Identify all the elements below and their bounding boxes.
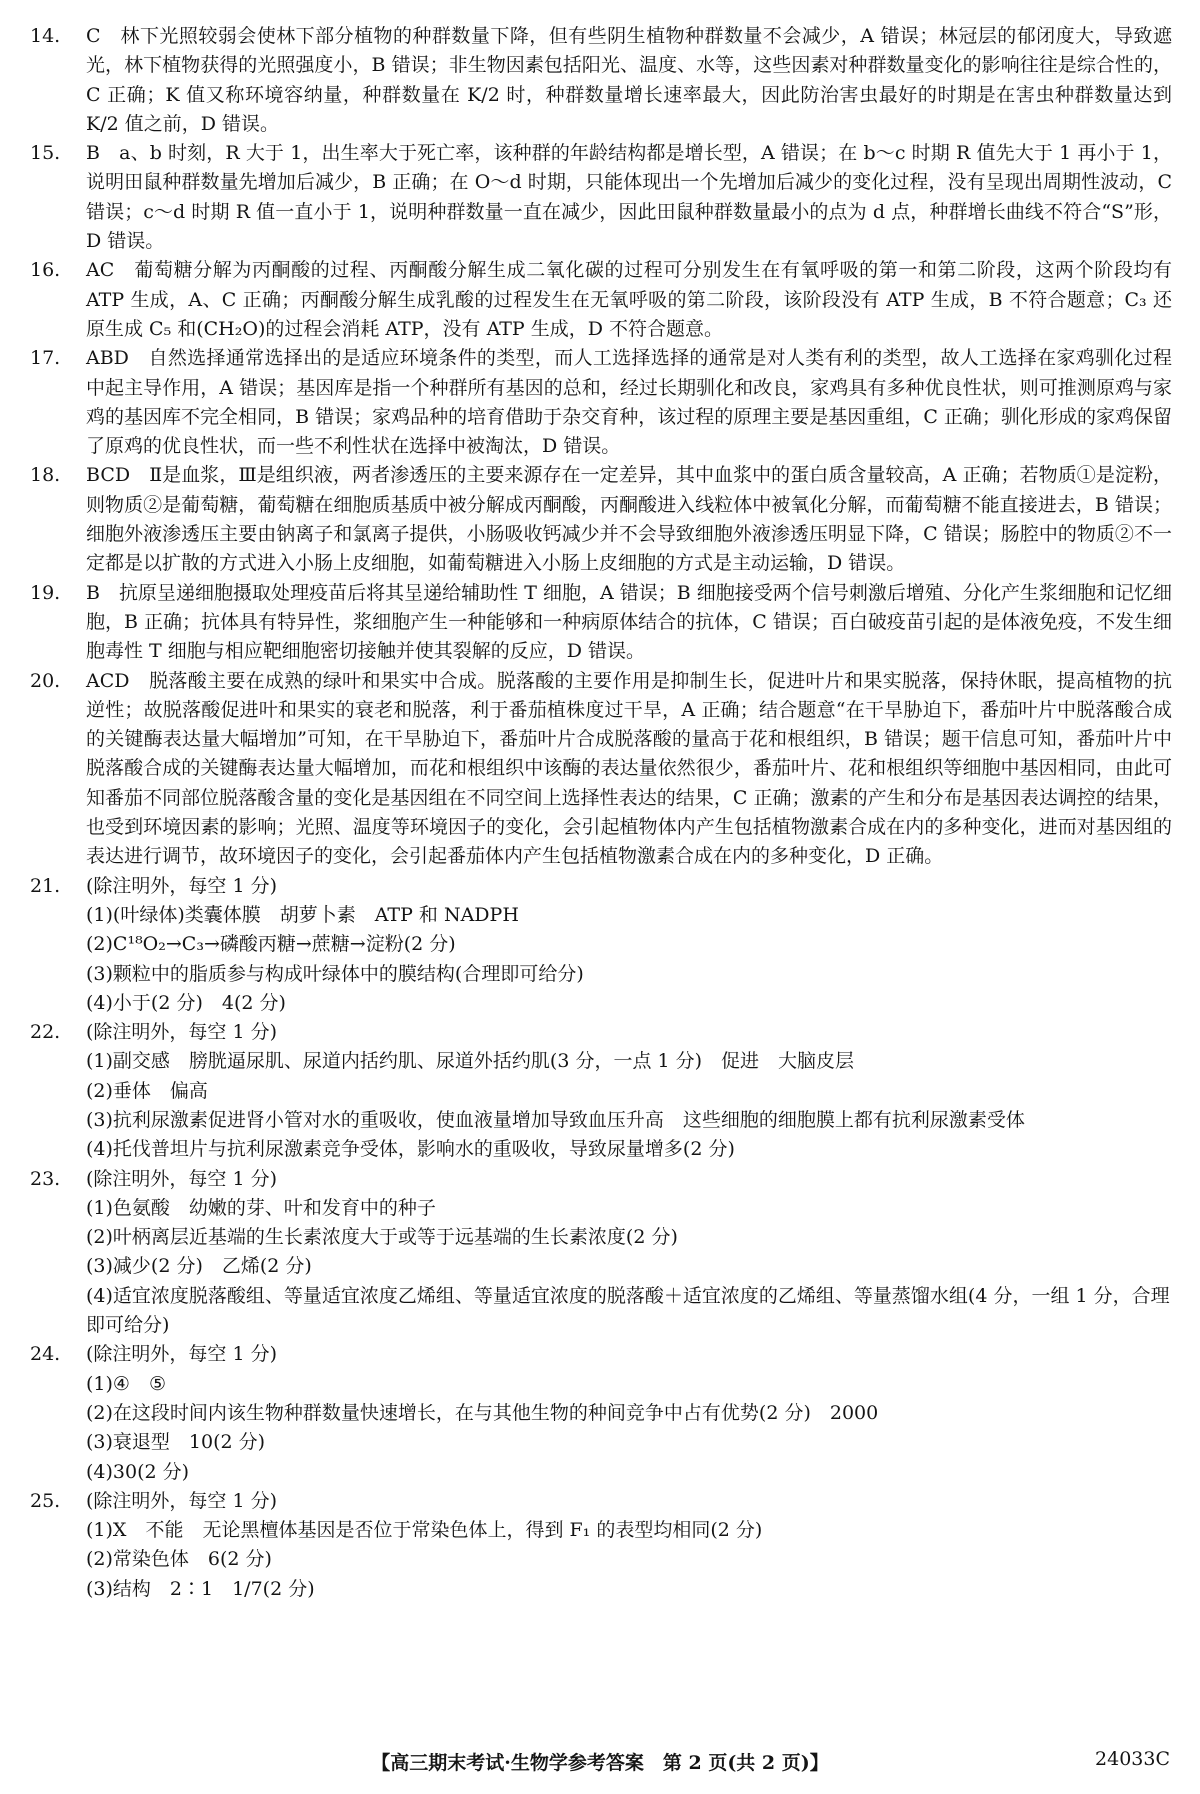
- answer-page: [30, 22, 1172, 1604]
- sub-answer: [30, 1135, 1172, 1164]
- question-number: 22.: [30, 1021, 61, 1044]
- sub-answer-text: (2)垂体 偏高: [86, 1079, 208, 1102]
- question-answer-block: [30, 1018, 1172, 1164]
- question-header: [30, 872, 1172, 901]
- sub-answer-text: (3)颗粒中的脂质参与构成叶绿体中的膜结构(合理即可给分): [86, 962, 584, 985]
- question-header: [30, 1165, 1172, 1194]
- sub-answer: [30, 989, 1172, 1018]
- sub-answer: [30, 1194, 1172, 1223]
- answer-text: BCD Ⅱ是血浆，Ⅲ是组织液，两者渗透压的主要来源存在一定差异，其中血浆中的蛋白质含量较高，A 正确；若物质①是淀粉，则物质②是葡萄糖，葡萄糖在细胞质基质中被分解成丙酮酸，丙酮酸进入线粒体中被氧化分解，而葡萄糖不能直接进去，B 错误；细胞外液渗透压主要由钠离子和氯离子提供，小肠吸收钙减少并不会导致细胞外液渗透压明显下降，C 错误；肠腔中的物质②不一定都是以扩散的方式进入小肠上皮细胞，如葡萄糖进入小肠上皮细胞的方式是主动运输，D 错误。: [86, 464, 1172, 575]
- answer-item: [30, 344, 1172, 461]
- sub-answer: [30, 1370, 1172, 1399]
- sub-answer: [30, 1106, 1172, 1135]
- sub-answer-text: (3)衰退型 10(2 分): [86, 1431, 266, 1454]
- scoring-note: (除注明外，每空 1 分): [86, 1021, 277, 1044]
- sub-answer: [30, 1545, 1172, 1574]
- sub-answer: [30, 1575, 1172, 1604]
- answer-item: [30, 579, 1172, 667]
- answer-item: [30, 256, 1172, 344]
- sub-answer-text: (2)叶柄离层近基端的生长素浓度大于或等于远基端的生长素浓度(2 分): [86, 1226, 678, 1249]
- sub-answer: [30, 1223, 1172, 1252]
- question-answer-block: [30, 1340, 1172, 1486]
- answer-text: B a、b 时刻，R 大于 1，出生率大于死亡率，该种群的年龄结构都是增长型，A 错误；在 b～c 时期 R 值先大于 1 再小于 1，说明田鼠种群数量先增加后减少，B 正确；在 O～d 时期，只能体现出一个先增加后减少的变化过程，没有呈现出周期性波动，C 错误；c～d 时期 R 值一直小于 1，说明种群数量一直在减少，因此田鼠种群数量最小的点为 d 点，种群增长曲线不符合“S”形，D 错误。: [86, 142, 1172, 253]
- sub-answer: [30, 1252, 1172, 1281]
- sub-answer: [30, 1516, 1172, 1545]
- answer-item: [30, 22, 1172, 139]
- sub-answer: [30, 930, 1172, 959]
- sub-answer-text: (1)④ ⑤: [86, 1372, 166, 1395]
- sub-answer-text: (1)色氨酸 幼嫩的芽、叶和发育中的种子: [86, 1196, 436, 1219]
- sub-answer-text: (2)在这段时间内该生物种群数量快速增长，在与其他生物的种间竞争中占有优势(2 分) 2000: [86, 1401, 879, 1424]
- answer-item: [30, 461, 1172, 578]
- multiple-choice-answers: [30, 22, 1172, 872]
- answer-text: ABD 自然选择通常选择出的是适应环境条件的类型，而人工选择选择的通常是对人类有利的类型，故人工选择在家鸡驯化过程中起主导作用，A 错误；基因库是指一个种群所有基因的总和，经过长期驯化和改良，家鸡具有多种优良性状，则可推测原鸡与家鸡的基因库不完全相同，B 错误；家鸡品种的培育借助于杂交育种，该过程的原理主要是基因重组，C 正确；驯化形成的家鸡保留了原鸡的优良性状，而一些不利性状在选择中被淘汰，D 错误。: [86, 347, 1172, 458]
- footer-title: 【高三期末考试·生物学参考答案 第 2 页(共 2 页)】: [371, 1752, 829, 1774]
- scoring-note: (除注明外，每空 1 分): [86, 1489, 277, 1512]
- scoring-note: (除注明外，每空 1 分): [86, 874, 277, 897]
- sub-answer: [30, 901, 1172, 930]
- question-number: 24.: [30, 1343, 61, 1366]
- question-header: [30, 1487, 1172, 1516]
- sub-answer: [30, 1399, 1172, 1428]
- sub-answer-text: (3)结构 2∶1 1/7(2 分): [86, 1577, 315, 1600]
- sub-answer-text: (1)X 不能 无论黑檀体基因是否位于常染色体上，得到 F₁ 的表型均相同(2 分): [86, 1519, 763, 1542]
- question-answer-block: [30, 1487, 1172, 1604]
- sub-answer: [30, 1428, 1172, 1457]
- answer-number: 18.: [30, 464, 61, 487]
- sub-answer: [30, 1458, 1172, 1487]
- question-number: 25.: [30, 1489, 61, 1512]
- sub-answer: [30, 1047, 1172, 1076]
- sub-answer: [30, 960, 1172, 989]
- sub-answer-text: (4)托伐普坦片与抗利尿激素竞争受体，影响水的重吸收，导致尿量增多(2 分): [86, 1138, 735, 1161]
- footer-code: 24033C: [1095, 1748, 1170, 1770]
- question-number: 23.: [30, 1167, 61, 1190]
- scoring-note: (除注明外，每空 1 分): [86, 1343, 277, 1366]
- answer-number: 17.: [30, 347, 61, 370]
- answer-number: 15.: [30, 142, 61, 165]
- free-response-answers: [30, 872, 1172, 1604]
- sub-answer-text: (4)适宜浓度脱落酸组、等量适宜浓度乙烯组、等量适宜浓度的脱落酸＋适宜浓度的乙烯组、等量蒸馏水组(4 分，一组 1 分，合理即可给分): [86, 1284, 1170, 1337]
- sub-answer-text: (1)(叶绿体)类囊体膜 胡萝卜素 ATP 和 NADPH: [86, 903, 519, 926]
- sub-answer-text: (2)常染色体 6(2 分): [86, 1548, 272, 1571]
- answer-number: 14.: [30, 25, 61, 47]
- question-header: [30, 1018, 1172, 1047]
- question-header: [30, 1340, 1172, 1369]
- answer-text: B 抗原呈递细胞摄取处理疫苗后将其呈递给辅助性 T 细胞，A 错误；B 细胞接受两个信号刺激后增殖、分化产生浆细胞和记忆细胞，B 正确；抗体具有特异性，浆细胞产生一种能够和一种病原体结合的抗体，C 错误；百白破疫苗引起的是体液免疫，不发生细胞毒性 T 细胞与相应靶细胞密切接触并使其裂解的反应，D 错误。: [86, 581, 1172, 663]
- sub-answer-text: (4)30(2 分): [86, 1460, 190, 1483]
- sub-answer-text: (1)副交感 膀胱逼尿肌、尿道内括约肌、尿道外括约肌(3 分，一点 1 分) 促进 大脑皮层: [86, 1050, 855, 1073]
- answer-number: 19.: [30, 581, 61, 604]
- scoring-note: (除注明外，每空 1 分): [86, 1167, 277, 1190]
- sub-answer-text: (3)抗利尿激素促进肾小管对水的重吸收，使血液量增加导致血压升高 这些细胞的细胞膜上都有抗利尿激素受体: [86, 1108, 1025, 1131]
- answer-text: ACD 脱落酸主要在成熟的绿叶和果实中合成。脱落酸的主要作用是抑制生长，促进叶片和果实脱落，保持休眠，提高植物的抗逆性；故脱落酸促进叶和果实的衰老和脱落，利于番茄植株度过干旱，A 正确；结合题意“在干旱胁迫下，番茄叶片中脱落酸合成的关键酶表达量大幅增加”可知，在干旱胁迫下，番茄叶片合成脱落酸的量高于花和根组织，B 错误；题干信息可知，番茄叶片中脱落酸合成的关键酶表达量大幅增加，而花和根组织中该酶的表达量依然很少，番茄叶片、花和根组织等细胞中基因相同，由此可知番茄不同部位脱落酸含量的变化是基因组在不同空间上选择性表达的结果，C 正确；激素的产生和分布是基因表达调控的结果，也受到环境因素的影响；光照、温度等环境因子的变化，会引起植物体内产生包括植物激素合成在内的多种变化，进而对基因组的表达进行调节，故环境因子的变化，会引起番茄体内产生包括植物激素合成在内的多种变化，D 正确。: [86, 669, 1172, 868]
- answer-text: AC 葡萄糖分解为丙酮酸的过程、丙酮酸分解生成二氧化碳的过程可分别发生在有氧呼吸的第一和第二阶段，这两个阶段均有 ATP 生成，A、C 正确；丙酮酸分解生成乳酸的过程发生在无氧呼吸的第二阶段，该阶段没有 ATP 生成，B 不符合题意；C₃ 还原生成 C₅ 和(CH₂O)的过程会消耗 ATP，没有 ATP 生成，D 不符合题意。: [86, 259, 1172, 340]
- sub-answer: [30, 1282, 1172, 1341]
- answer-number: 16.: [30, 259, 61, 282]
- sub-answer-text: (3)减少(2 分) 乙烯(2 分): [86, 1255, 312, 1278]
- question-number: 21.: [30, 874, 61, 897]
- answer-item: [30, 139, 1172, 256]
- answer-item: [30, 667, 1172, 872]
- sub-answer-text: (4)小于(2 分) 4(2 分): [86, 991, 286, 1014]
- answer-text: C 林下光照较弱会使林下部分植物的种群数量下降，但有些阴生植物种群数量不会减少，A 错误；林冠层的郁闭度大，导致遮光，林下植物获得的光照强度小，B 错误；非生物因素包括阳光、温度、水等，这些因素对种群数量变化的影响往往是综合性的，C 正确；K 值又称环境容纳量，种群数量在 K/2 时，种群数量增长速率最大，因此防治害虫最好的时期是在害虫种群数量达到 K/2 值之前，D 错误。: [86, 25, 1172, 135]
- sub-answer-text: (2)C¹⁸O₂→C₃→磷酸丙糖→蔗糖→淀粉(2 分): [86, 933, 456, 956]
- question-answer-block: [30, 1165, 1172, 1341]
- question-answer-block: [30, 872, 1172, 1018]
- sub-answer: [30, 1077, 1172, 1106]
- answer-number: 20.: [30, 669, 61, 692]
